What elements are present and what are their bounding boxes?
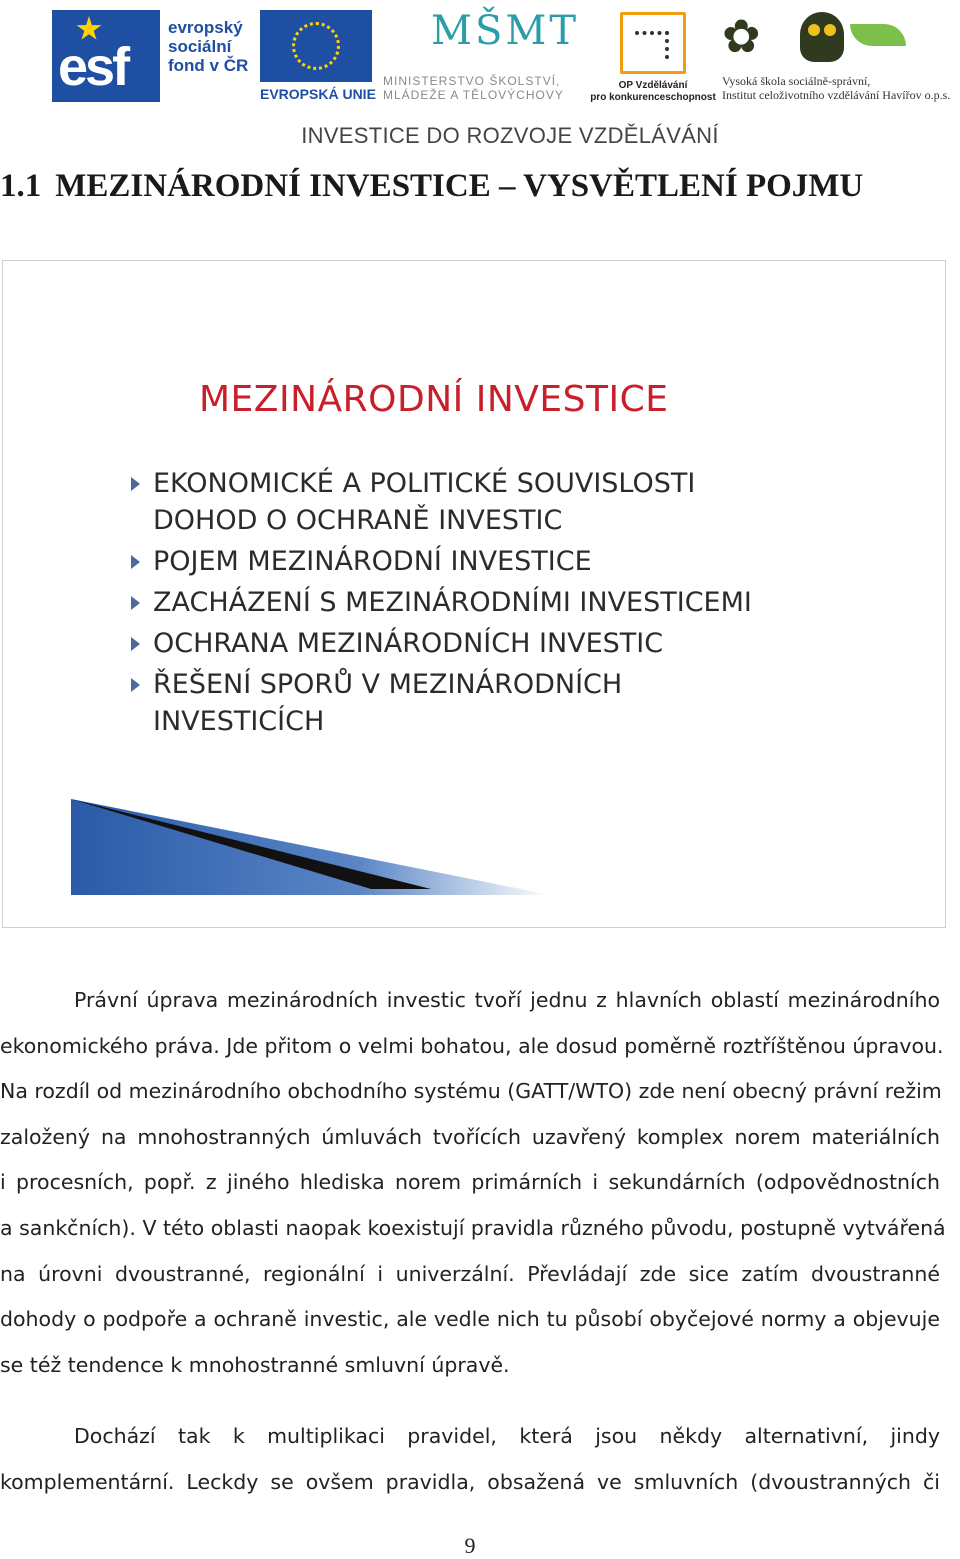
- esf-letters: esf: [58, 37, 128, 97]
- vs-text: Vysoká škola sociálně-správní, Institut celoživotního vzdělávání Havířov o.p.s.: [722, 74, 951, 102]
- text-line: ekonomického práva. Jde přitom o velmi bohatou, ale dosud poměrně roztříštěnou úpravou.: [0, 1033, 944, 1058]
- slide-bullet: ŘEŠENÍ SPORŮ V MEZINÁRODNÍCH INVESTICÍCH: [123, 666, 752, 740]
- bullet-arrow-icon: [131, 678, 140, 692]
- vs-logo: [722, 10, 958, 104]
- section-heading: [0, 168, 863, 205]
- eu-logo: [260, 10, 378, 104]
- eu-text: EVROPSKÁ UNIE: [260, 86, 376, 102]
- text-line: komplementární. Leckdy se ovšem pravidla, obsažená ve smluvních (dvoustranných či: [0, 1469, 940, 1494]
- esf-text: evropský sociální fond v ČR: [168, 18, 249, 75]
- slide-bullet: POJEM MEZINÁRODNÍ INVESTICE: [123, 543, 752, 580]
- msmt-logo: [383, 8, 583, 104]
- eu-flag-icon: [260, 10, 372, 82]
- bullet-arrow-icon: [131, 555, 140, 569]
- bullet-arrow-icon: [131, 596, 140, 610]
- op-logo: [590, 8, 716, 104]
- msmt-mark: MŠMT: [431, 8, 579, 54]
- text-line: i procesních, popř. z jiného hlediska norem primárních i sekundárních (odpovědnostních: [0, 1170, 940, 1195]
- slide-bullet-list: [123, 465, 752, 744]
- text-line: Na rozdíl od mezinárodního obchodního systému (GATT/WTO) zde není obecný právní režim: [0, 1079, 942, 1104]
- bullet-arrow-icon: [131, 477, 140, 491]
- bullet-arrow-icon: [131, 637, 140, 651]
- paragraph-2: [0, 1414, 940, 1505]
- section-title: MEZINÁRODNÍ INVESTICE – VYSVĚTLENÍ POJMU: [55, 168, 864, 204]
- header-logos: [0, 0, 960, 155]
- text-line: založený na mnohostranných úmluvách tvořících uzavřený komplex norem materiálních: [0, 1124, 940, 1149]
- slide-image: [2, 260, 946, 928]
- text-line: Právní úprava mezinárodních investic tvoří jednu z hlavních oblastí mezinárodního: [74, 988, 940, 1012]
- paragraph-1: [0, 978, 946, 1388]
- body-text: [0, 978, 946, 1506]
- owl-icon: [800, 12, 844, 62]
- slide-bullet: EKONOMICKÉ A POLITICKÉ SOUVISLOSTI DOHOD O OCHRANĚ INVESTIC: [123, 465, 752, 539]
- leaf-icon: [850, 24, 906, 46]
- slide-title: MEZINÁRODNÍ INVESTICE: [199, 379, 669, 420]
- text-line: Dochází tak k multiplikaci pravidel, která jsou někdy alternativní, jindy: [74, 1424, 940, 1449]
- slide-bullet: ZACHÁZENÍ S MEZINÁRODNÍMI INVESTICEMI: [123, 584, 752, 621]
- slide-bullet: OCHRANA MEZINÁRODNÍCH INVESTIC: [123, 625, 752, 662]
- slide-wedge-decoration: [71, 799, 551, 895]
- esf-logo: [52, 8, 252, 104]
- page-number: 9: [464, 1533, 476, 1558]
- section-number: 1.1: [0, 168, 42, 204]
- esf-mark: [52, 10, 160, 102]
- op-mark-icon: [620, 12, 686, 74]
- text-line: a sankčních). V této oblasti naopak koexistují pravidla různého původu, postupně vytvářená: [0, 1215, 946, 1240]
- op-text: OP Vzdělávání pro konkurenceschopnost: [590, 80, 716, 103]
- vs-mark-icon: ✿: [722, 10, 761, 62]
- msmt-text: MINISTERSTVO ŠKOLSTVÍ, MLÁDEŽE A TĚLOVÝCHOVY: [383, 74, 564, 102]
- text-line: se též tendence k mnohostranné smluvní úpravě.: [0, 1352, 510, 1377]
- text-line: dohody o podpoře a ochraně investic, ale vedle nich tu působí obyčejové normy a objevuje: [0, 1307, 940, 1332]
- text-line: na úrovni dvoustranné, regionální i univerzální. Převládají zde sice zatím dvoustranné: [0, 1261, 940, 1286]
- slogan: INVESTICE DO ROZVOJE VZDĚLÁVÁNÍ: [301, 123, 719, 148]
